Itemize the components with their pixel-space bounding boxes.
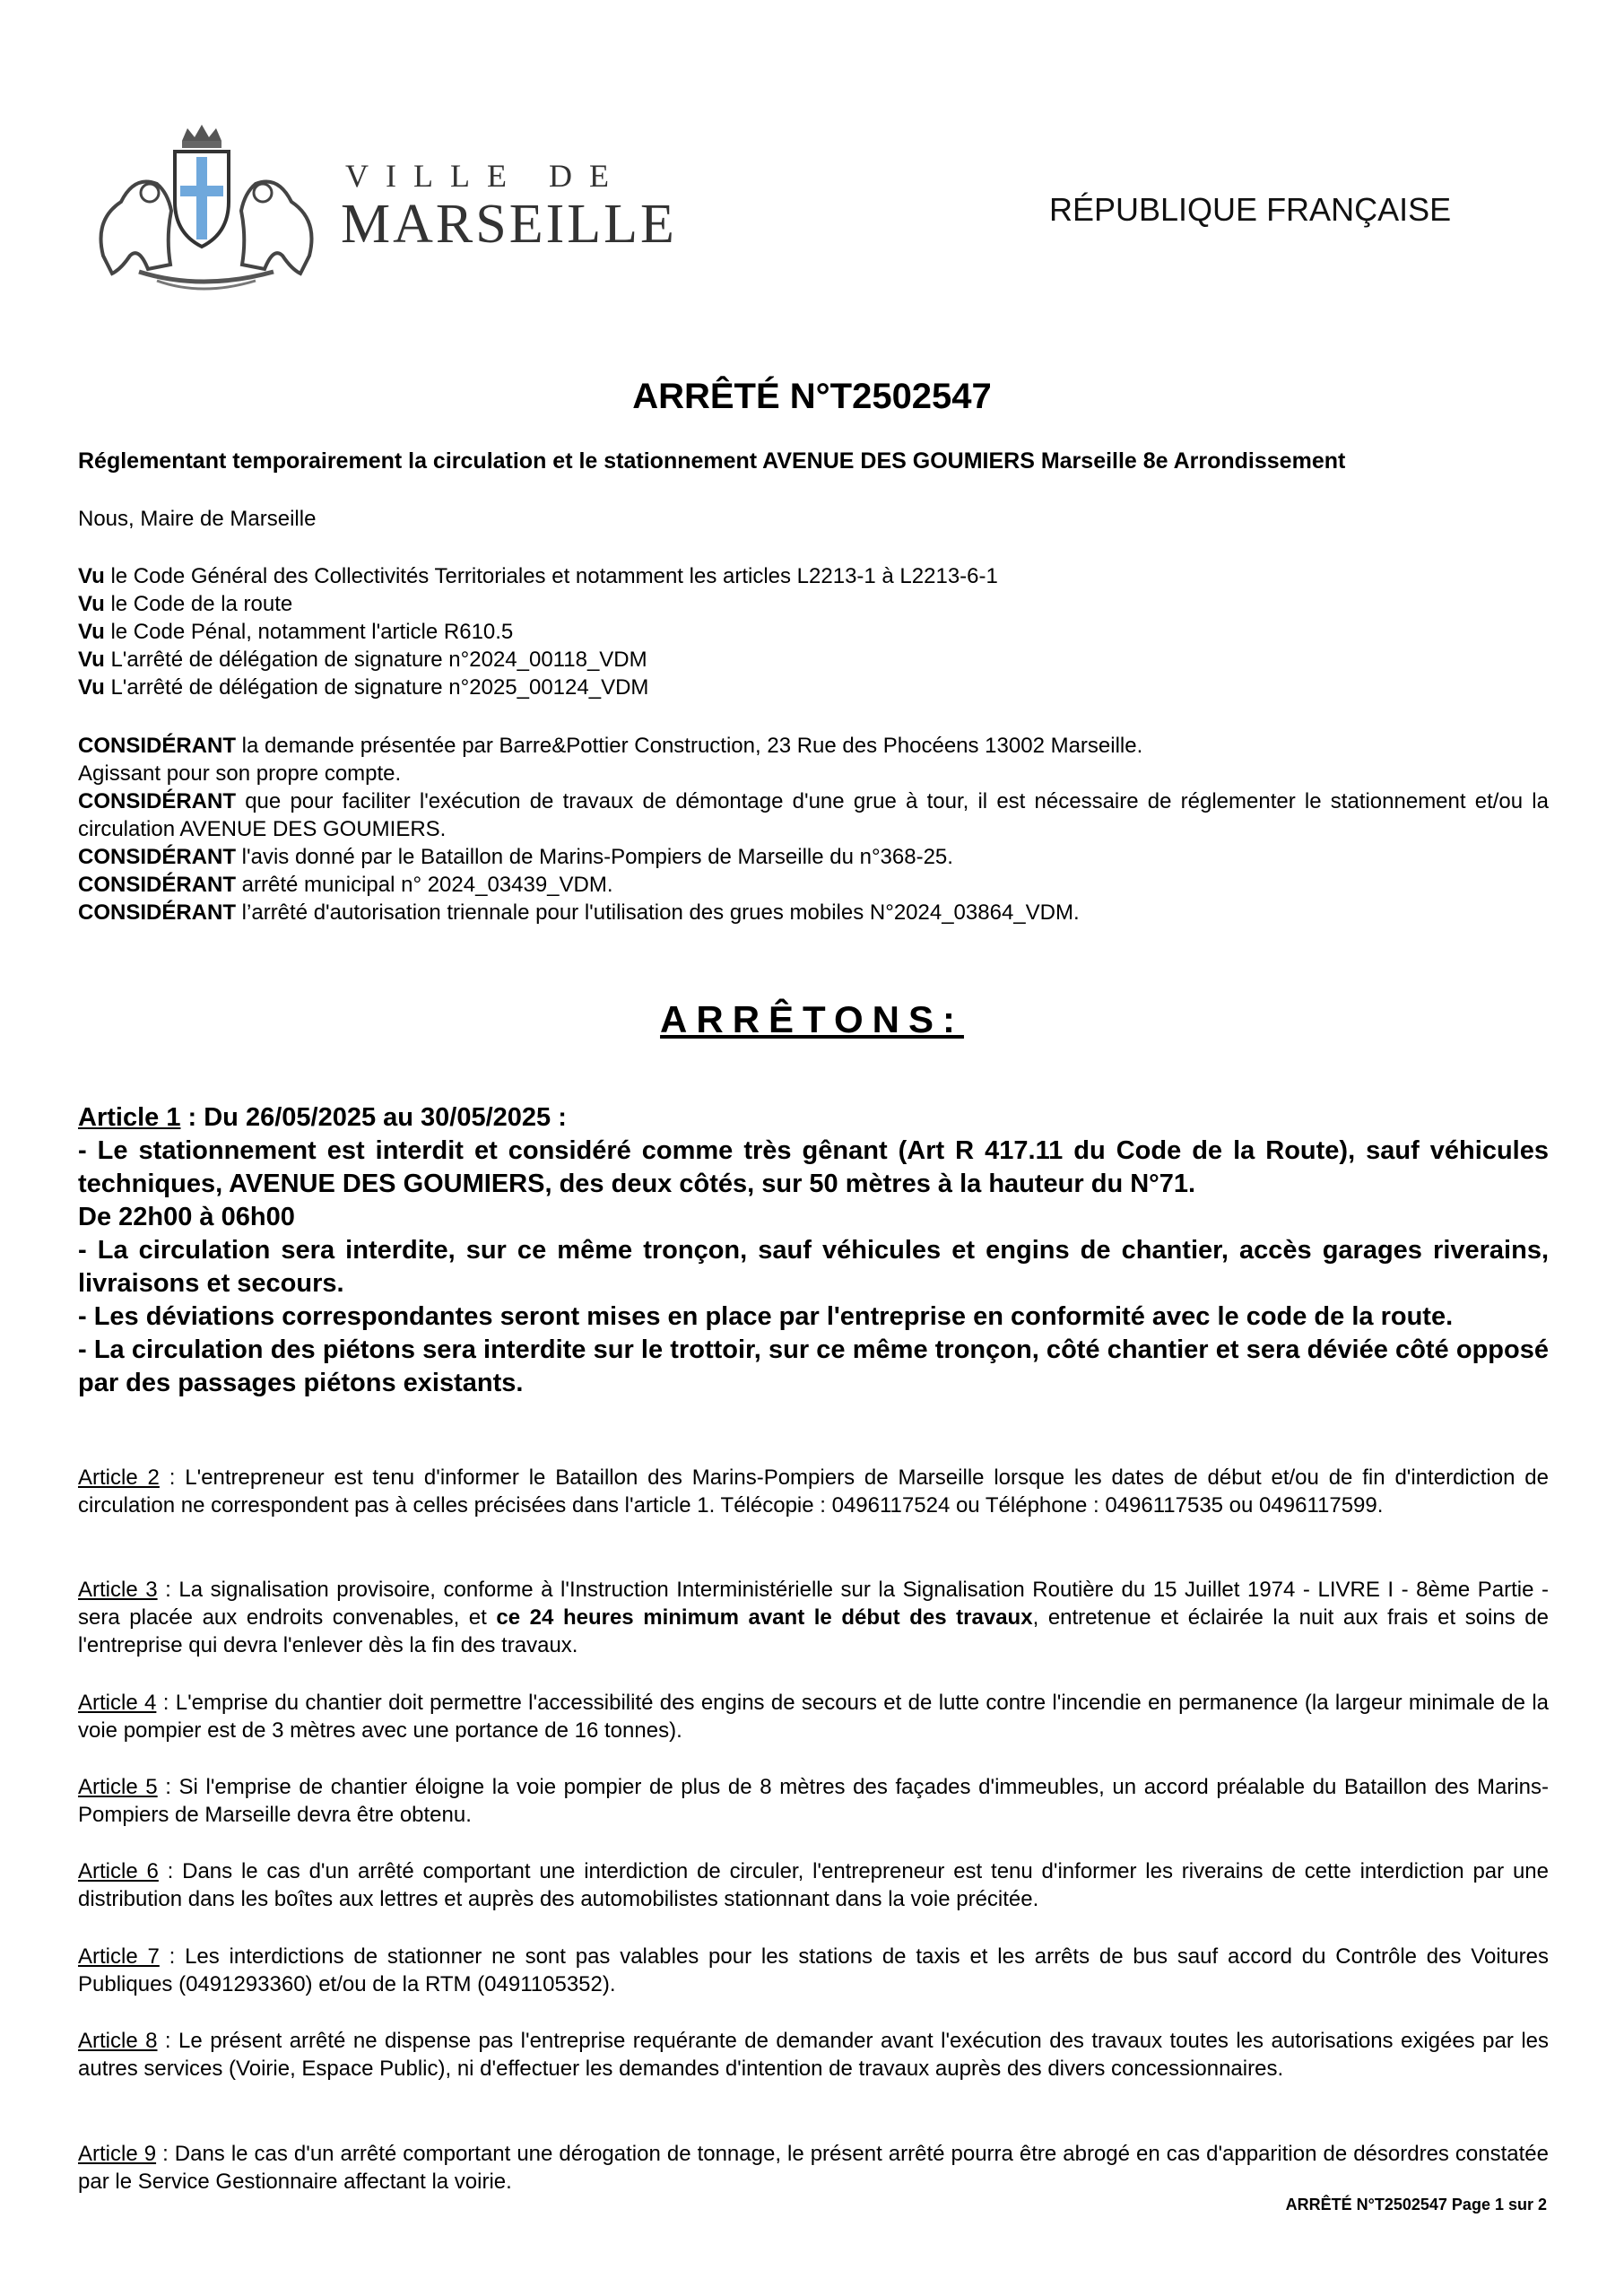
vu-item: Vu le Code Pénal, notamment l'article R610.5 <box>78 620 514 644</box>
logo-line-marseille: MARSEILLE <box>341 194 677 255</box>
arretons-heading: ARRÊTONS: <box>660 998 964 1040</box>
article-5: Article 5 : Si l'emprise de chantier éloigne la voie pompier de plus de 8 mètres des façades d'immeubles, un accord préalable du Bataillon des Marins-Pompiers de Marseille devra être obtenu. <box>78 1775 1550 1827</box>
considerants-list <box>78 732 1549 926</box>
vu-item: Vu L'arrêté de délégation de signature n°2025_00124_VDM <box>78 675 649 700</box>
article-label: Article 3 <box>78 1578 158 1602</box>
article-3: Article 3 : La signalisation provisoire, conforme à l'Instruction Interministérielle sur la Signalisation Routière du 15 Juillet 1974 - LIVRE I - 8ème Partie - sera placée aux endroits convenables, et ce 24 heures minimum avant le début des travaux, entretenue et éclairée la nuit aux frais et soins de l'entreprise qui devra l'enlever dès la fin des travaux. <box>78 1578 1550 1657</box>
article-label: Article 4 <box>78 1691 157 1715</box>
ville-de-marseille-logo <box>85 121 677 300</box>
republique-francaise-heading: RÉPUBLIQUE FRANÇAISE <box>1049 191 1452 228</box>
article-6: Article 6 : Dans le cas d'un arrêté comportant une interdiction de circuler, l'entrepreneur est tenu d'informer les riverains de cette interdiction par une distribution dans les boîtes aux lettres et auprès des automobilistes stationnant dans la voie précitée. <box>78 1859 1549 1911</box>
coat-of-arms-icon <box>85 121 327 300</box>
article-2: Article 2 : L'entrepreneur est tenu d'informer le Bataillon des Marins-Pompiers de Marseille lorsque les dates de début et/ou de fin d'interdiction de circulation ne correspondent pas à celles précisées dans l'article 1. Télécopie : 0496117524 ou Téléphone : 0496117535 ou 0496117599. <box>78 1465 1549 1518</box>
considerant-item: CONSIDÉRANT l’arrêté d'autorisation triennale pour l'utilisation des grues mobiles N°2024_03864_VDM. <box>78 900 1080 925</box>
vu-item: Vu le Code Général des Collectivités Territoriales et notamment les articles L2213-1 à L2213-6-1 <box>78 564 998 588</box>
article-label: Article 7 <box>78 1944 160 1969</box>
article-label: Article 2 <box>78 1465 160 1490</box>
vu-item: Vu le Code de la route <box>78 592 293 616</box>
article-4: Article 4 : L'emprise du chantier doit permettre l'accessibilité des engins de secours et de lutte contre l'incendie en permanence (la largeur minimale de la voie pompier est de 3 mètres avec une portance de 16 tonnes). <box>78 1691 1549 1743</box>
subtitle: Réglementant temporairement la circulation et le stationnement AVENUE DES GOUMIERS Marseille 8e Arrondissement <box>78 448 1346 474</box>
intro-line: Nous, Maire de Marseille <box>78 507 317 531</box>
considerant-item: CONSIDÉRANT la demande présentée par Barre&Pottier Construction, 23 Rue des Phocéens 13002 Marseille. <box>78 734 1143 758</box>
logo-line-ville-de: VILLE DE <box>345 158 626 194</box>
article-9: Article 9 : Dans le cas d'un arrêté comportant une dérogation de tonnage, le présent arrêté pourra être abrogé en cas d'apparition de désordres constatée par le Service Gestionnaire affectant la voirie. <box>78 2142 1550 2194</box>
vu-item: Vu L'arrêté de délégation de signature n°2024_00118_VDM <box>78 648 647 672</box>
article-label: Article 9 <box>78 2142 157 2166</box>
considerant-item: CONSIDÉRANT l'avis donné par le Bataillon de Marins-Pompiers de Marseille du n°368-25. <box>78 845 953 869</box>
article-label: Article 8 <box>78 2029 158 2053</box>
page-footer: ARRÊTÉ N°T2502547 Page 1 sur 2 <box>1285 2196 1547 2213</box>
article-label: Article 1 <box>78 1103 181 1132</box>
article-label: Article 5 <box>78 1775 158 1799</box>
page-title: ARRÊTÉ N°T2502547 <box>632 377 992 416</box>
considerant-item: CONSIDÉRANT arrêté municipal n° 2024_03439_VDM. <box>78 873 613 897</box>
article-label: Article 6 <box>78 1859 159 1883</box>
considerant-note: Agissant pour son propre compte. <box>78 761 402 786</box>
article-1: Article 1 : Du 26/05/2025 au 30/05/2025 : - Le stationnement est interdit et considéré comme très gênant (Art R 417.11 du Code de la Route), sauf véhicules techniques, AVENUE DES GOUMIERS, des deux côtés, sur 50 mètres à la hauteur du N°71. De 22h00 à 06h00 - La circulation sera interdite, sur ce même tronçon, sauf véhicules et engins de chantier, accès garages riverains, livraisons et secours. - Les déviations correspondantes seront mises en place par l'entreprise en conformité avec le code de la route. - La circulation des piétons sera interdite sur le trottoir, sur ce même tronçon, côté chantier et sera déviée côté opposé par des passages piétons existants. <box>78 1103 1549 1397</box>
article-8: Article 8 : Le présent arrêté ne dispense pas l'entreprise requérante de demander avant l'exécution des travaux toutes les autorisations exigées par les autres services (Voirie, Espace Public), ni d'effectuer les demandes d'intention de travaux auprès des divers concessionnaires. <box>78 2029 1549 2081</box>
considerant-item: CONSIDÉRANT que pour faciliter l'exécution de travaux de démontage d'une grue à tour, il est nécessaire de réglementer le stationnement et/ou la circulation AVENUE DES GOUMIERS. <box>78 789 1549 841</box>
article-7: Article 7 : Les interdictions de stationner ne sont pas valables pour les stations de taxis et les arrêts de bus sauf accord du Contrôle des Voitures Publiques (0491293360) et/ou de la RTM (0491105352). <box>78 1944 1550 1996</box>
vus-list <box>78 562 1549 701</box>
